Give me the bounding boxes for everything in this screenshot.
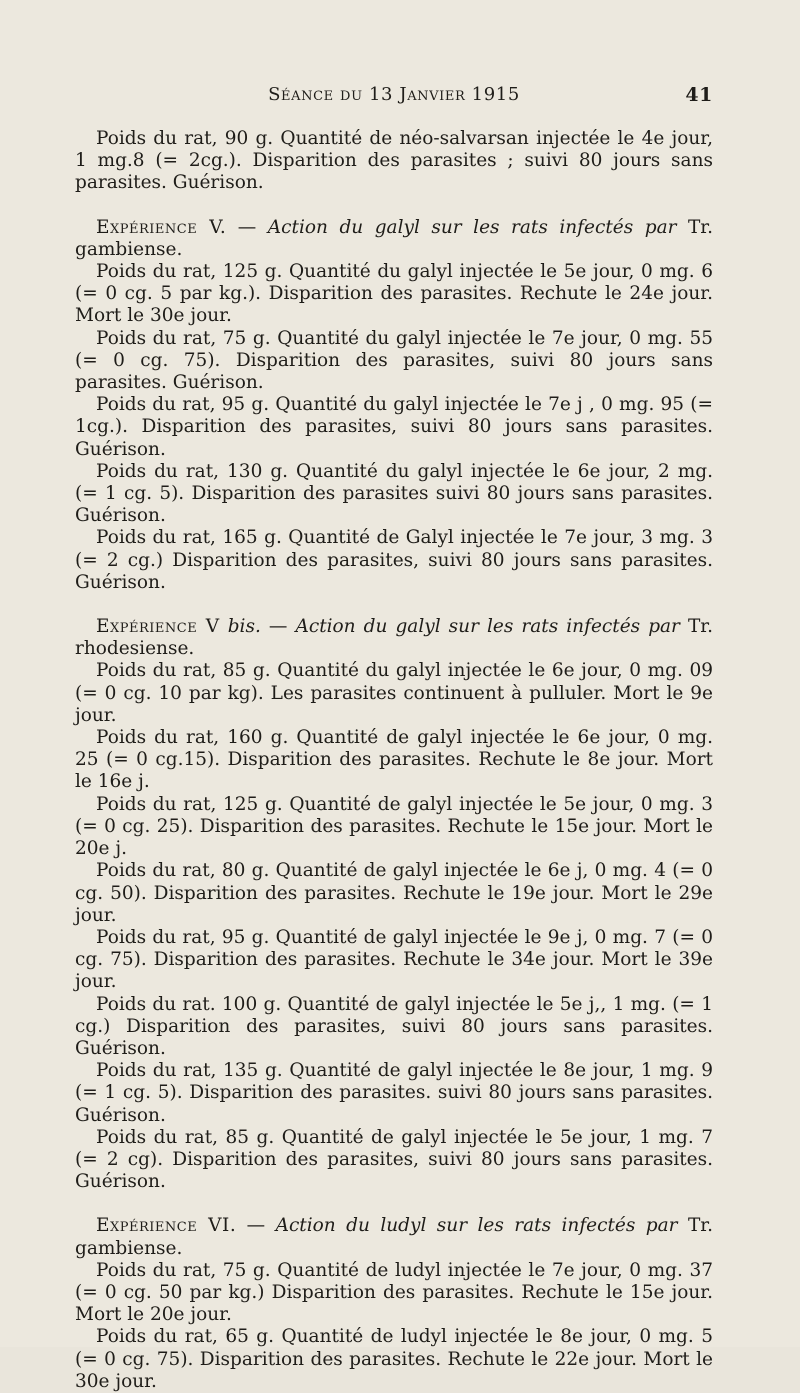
heading-dash: — (236, 1215, 276, 1237)
experiment-label: Expérience VI. (96, 1215, 237, 1237)
observation-paragraph: Poids du rat, 165 g. Quantité de Galyl injectée le 7e jour, 3 mg. 3 (= 2 cg.) Disparition des parasites, suivi 80 jours sans parasites. Guérison. (75, 527, 713, 593)
experiment-heading (75, 616, 713, 660)
observation-paragraph: Poids du rat, 75 g. Quantité du galyl injectée le 7e jour, 0 mg. 55 (= 0 cg. 75). Disparition des parasites, suivi 80 jours sans parasites. Guérison. (75, 327, 713, 394)
experiment-species: Tr. gambiense. (75, 1215, 713, 1259)
observation-paragraph: Poids du rat, 75 g. Quantité de ludyl injectée le 7e jour, 0 mg. 37 (= 0 cg. 50 par kg.) Disparition des parasites. Rechute le 15e jour. Mort le 20e jour. (75, 1259, 713, 1326)
observation-paragraph: Poids du rat, 130 g. Quantité du galyl injectée le 6e jour, 2 mg. (= 1 cg. 5). Disparition des parasites suivi 80 jours sans parasites. Guérison. (75, 460, 713, 527)
running-title: Séance du 13 Janvier 1915 (268, 84, 520, 105)
observation-paragraph: Poids du rat, 125 g. Quantité de galyl injectée le 5e jour, 0 mg. 3 (= 0 cg. 25). Disparition des parasites. Rechute le 15e jour. Mort le 20e j. (75, 793, 713, 860)
observation-paragraph: Poids du rat, 90 g. Quantité de néo-salvarsan injectée le 4e jour, 1 mg.8 (= 2cg.). Disparition des parasites ; suivi 80 jours sans parasites. Guérison. (75, 128, 713, 194)
experiment-title: Action du galyl sur les rats infectés par (295, 616, 680, 638)
experiment-species: Tr. gambiense. (75, 216, 714, 260)
page-number: 41 (685, 84, 713, 106)
observation-paragraph: Poids du rat, 95 g. Quantité du galyl injectée le 7e j , 0 mg. 95 (= 1cg.). Disparition des parasites, suivi 80 jours sans parasites. Guérison. (75, 394, 713, 460)
section-gap (75, 594, 713, 616)
page-header (75, 84, 713, 110)
heading-dash: — (260, 616, 296, 638)
experiment-label-bis: bis. (219, 616, 261, 638)
observation-paragraph: Poids du rat, 95 g. Quantité de galyl injectée le 9e j, 0 mg. 7 (= 0 cg. 75). Disparition des parasites. Rechute le 34e jour. Mort le 39e jour. (75, 926, 713, 993)
experiment-heading (75, 1215, 713, 1259)
experiment-title: Action du ludyl sur les rats infectés par (275, 1215, 678, 1237)
observation-paragraph: Poids du rat, 160 g. Quantité de galyl injectée le 6e jour, 0 mg. 25 (= 0 cg.15). Disparition des parasites. Rechute le 8e jour. Mort le 16e j. (75, 727, 713, 793)
page-body (75, 128, 713, 1393)
observation-paragraph: Poids du rat, 125 g. Quantité du galyl injectée le 5e jour, 0 mg. 6 (= 0 cg. 5 par kg.). Disparition des parasites. Rechute le 24e jour. Mort le 30e jour. (75, 261, 713, 327)
experiment-label: Expérience V. (96, 216, 227, 238)
observation-paragraph: Poids du rat. 100 g. Quantité de galyl injectée le 5e j,, 1 mg. (= 1 cg.) Disparition des parasites, suivi 80 jours sans parasites. Guérison. (75, 993, 713, 1059)
experiment-title: Action du galyl sur les rats infectés par (267, 216, 677, 238)
experiment-heading (75, 217, 713, 261)
observation-paragraph: Poids du rat, 135 g. Quantité de galyl injectée le 8e jour, 1 mg. 9 (= 1 cg. 5). Disparition des parasites. suivi 80 jours sans parasites. Guérison. (75, 1060, 713, 1126)
section-gap (75, 1193, 713, 1215)
heading-dash: — (226, 216, 268, 238)
observation-paragraph: Poids du rat, 80 g. Quantité de galyl injectée le 6e j, 0 mg. 4 (= 0 cg. 50). Disparition des parasites. Rechute le 19e jour. Mort le 29e jour. (75, 860, 713, 926)
observation-paragraph: Poids du rat, 85 g. Quantité de galyl injectée le 5e jour, 1 mg. 7 (= 2 cg). Disparition des parasites, suivi 80 jours sans parasites. Guérison. (75, 1126, 713, 1193)
experiment-label: Expérience V (96, 616, 220, 638)
observation-paragraph: Poids du rat, 85 g. Quantité du galyl injectée le 6e jour, 0 mg. 09 (= 0 cg. 10 par kg). Les parasites continuent à pulluler. Mort le 9e jour. (75, 660, 713, 726)
observation-paragraph: Poids du rat, 65 g. Quantité de ludyl injectée le 8e jour, 0 mg. 5 (= 0 cg. 75). Disparition des parasites. Rechute le 22e jour. Mort le 30e jour. (75, 1326, 713, 1392)
experiment-species: Tr. rhodesiense. (75, 616, 713, 660)
section-gap (75, 195, 713, 217)
